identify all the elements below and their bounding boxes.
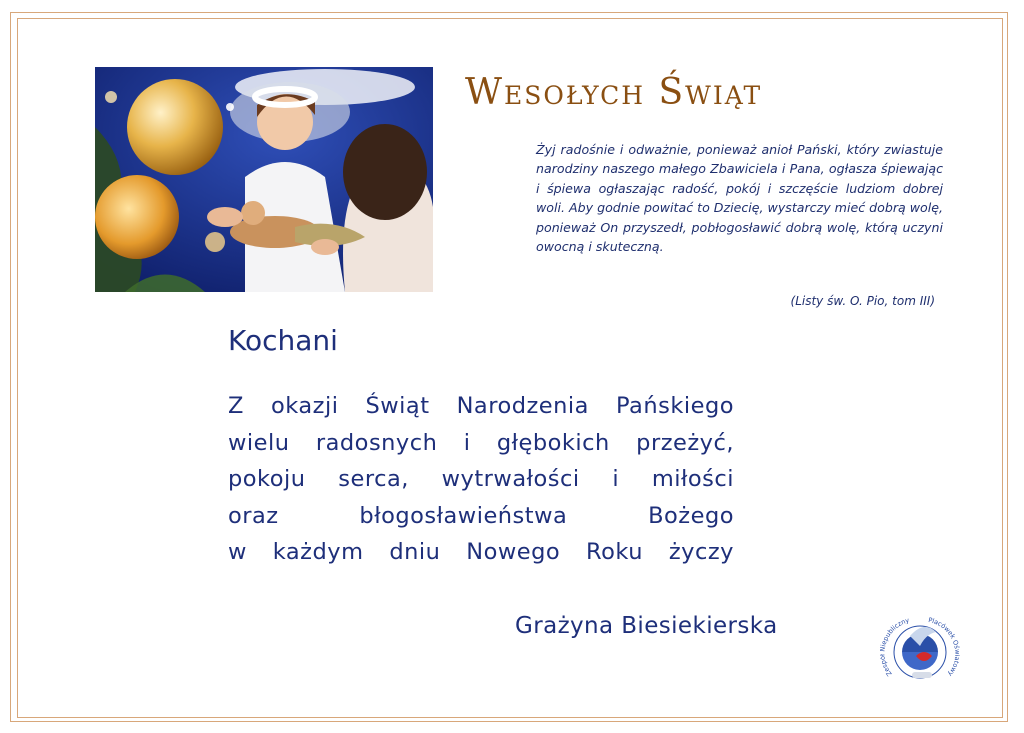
- page-title: Wesołych Świąt: [465, 72, 763, 113]
- greeting-line: Z okazji Świąt Narodzenia Pańskiego: [228, 393, 734, 419]
- quote-text: Żyj radośnie i odważnie, ponieważ anioł Pański, który zwiastuje narodziny naszego małego Zbawiciela i Pana, ogłasza śpiewając i śpiewa ogłaszając radość, pokój i szczęście ludziom dobrej woli. Aby godnie powitać to Dziecię, wystarczy mieć dobrą wolę, ponieważ On przyszedł, pobłogosławić dobrą wolę, którą uczyni owocną i skuteczną.: [536, 142, 943, 255]
- quote-source: (Listy św. O. Pio, tom III): [790, 294, 935, 308]
- greeting-line: pokoju serca, wytrwałości i miłości: [228, 466, 734, 492]
- nativity-photo: [95, 67, 433, 292]
- signature: Grażyna Biesiekierska: [515, 613, 778, 639]
- greeting-line: wielu radosnych i głębokich przeżyć,: [228, 429, 734, 456]
- greeting-heading: Kochani: [228, 324, 338, 357]
- school-logo: [880, 612, 960, 692]
- greeting-body: [228, 388, 734, 571]
- logo-text-right: Placówek O towy: [927, 616, 960, 678]
- greeting-line: oraz błogosławieństwa Bożego: [228, 502, 734, 529]
- greeting-line: w każdym dniu Nowego Roku życzy: [228, 539, 734, 565]
- logo-text-left: Zesp iepubliczny: [880, 616, 911, 678]
